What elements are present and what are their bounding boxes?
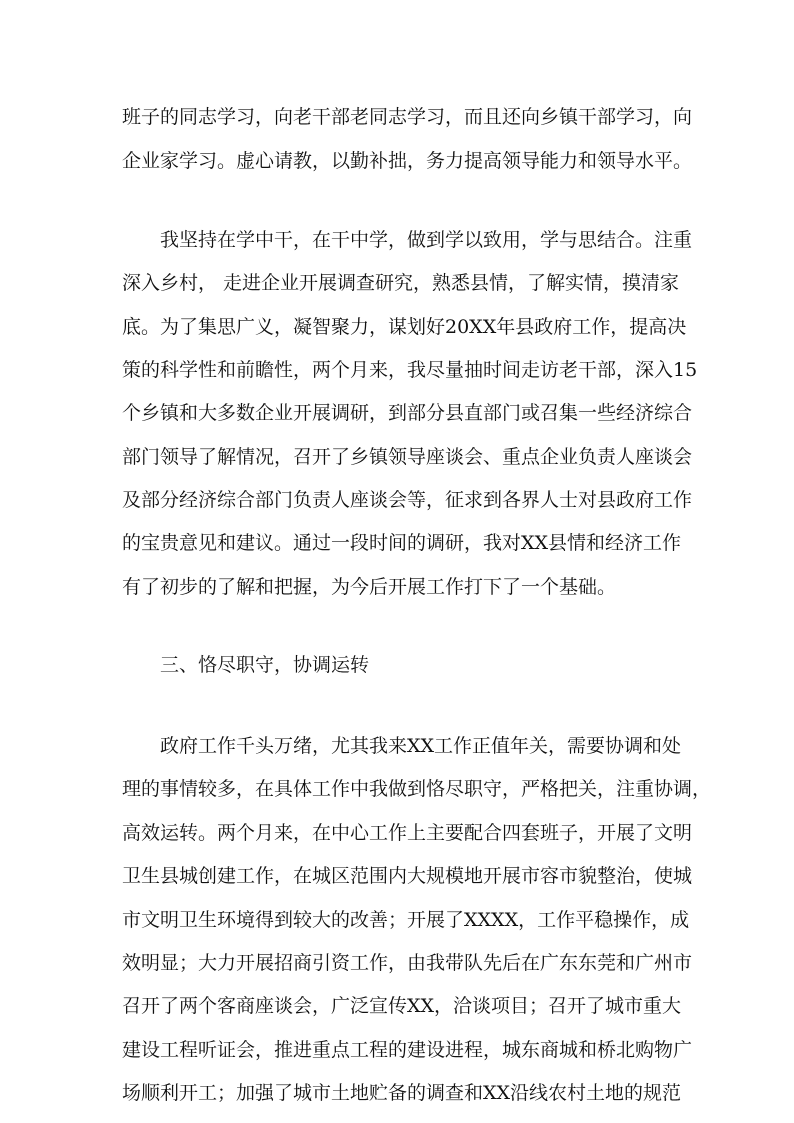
text-line-4: 深入乡村， 走进企业开展调查研究，熟悉县情，了解实情，摸清家 [122, 272, 680, 294]
text-line-1: 班子的同志学习，向老干部老同志学习，而且还向乡镇干部学习，向 [122, 106, 693, 128]
text-line-20: 建设工程听证会，推进重点工程的建设进程，城东商城和桥北购物广 [122, 1039, 693, 1061]
text-line-3: 我坚持在学中干，在干中学，做到学以致用，学与思结合。注重 [160, 229, 693, 251]
text-line-16: 卫生县城创建工作，在城区范围内大规模地开展市容市貌整治，使城 [122, 865, 693, 887]
text-line-9: 及部分经济综合部门负责人座谈会等，征求到各界人士对县政府工作 [122, 489, 693, 511]
text-line-18: 效明显；大力开展招商引资工作，由我带队先后在广东东莞和广州市 [122, 952, 693, 974]
text-line-14: 理的事情较多，在具体工作中我做到恪尽职守，严格把关，注重协调， [122, 778, 712, 800]
text-line-5: 底。为了集思广义，凝智聚力，谋划好20XX年县政府工作，提高决 [122, 316, 687, 338]
text-line-17: 市文明卫生环境得到较大的改善；开展了XXXX，工作平稳操作，成 [122, 909, 690, 931]
text-line-10: 的宝贵意见和建议。通过一段时间的调研，我对XX县情和经济工作 [122, 532, 682, 554]
text-line-21: 场顺利开工；加强了城市土地贮备的调查和XX沿线农村土地的规范 [122, 1082, 682, 1104]
text-line-8: 部门领导了解情况，召开了乡镇领导座谈会、重点企业负责人座谈会 [122, 446, 693, 468]
text-line-6: 策的科学性和前瞻性，两个月来，我尽量抽时间走访老干部，深入15 [122, 359, 698, 381]
section-heading: 三、恪尽职守，协调运转 [160, 654, 370, 676]
text-line-13: 政府工作千头万绪，尤其我来XX工作正值年关，需要协调和处 [160, 735, 682, 757]
text-line-15: 高效运转。两个月来，在中心工作上主要配合四套班子，开展了文明 [122, 822, 693, 844]
text-line-19: 召开了两个客商座谈会，广泛宣传XX，洽谈项目；召开了城市重大 [122, 995, 682, 1017]
text-line-11: 有了初步的了解和把握，为今后开展工作打下了一个基础。 [122, 576, 617, 598]
text-line-2: 企业家学习。虚心请教，以勤补拙，务力提高领导能力和领导水平。 [122, 150, 693, 172]
text-line-7: 个乡镇和大多数企业开展调研，到部分县直部门或召集一些经济综合 [122, 402, 693, 424]
